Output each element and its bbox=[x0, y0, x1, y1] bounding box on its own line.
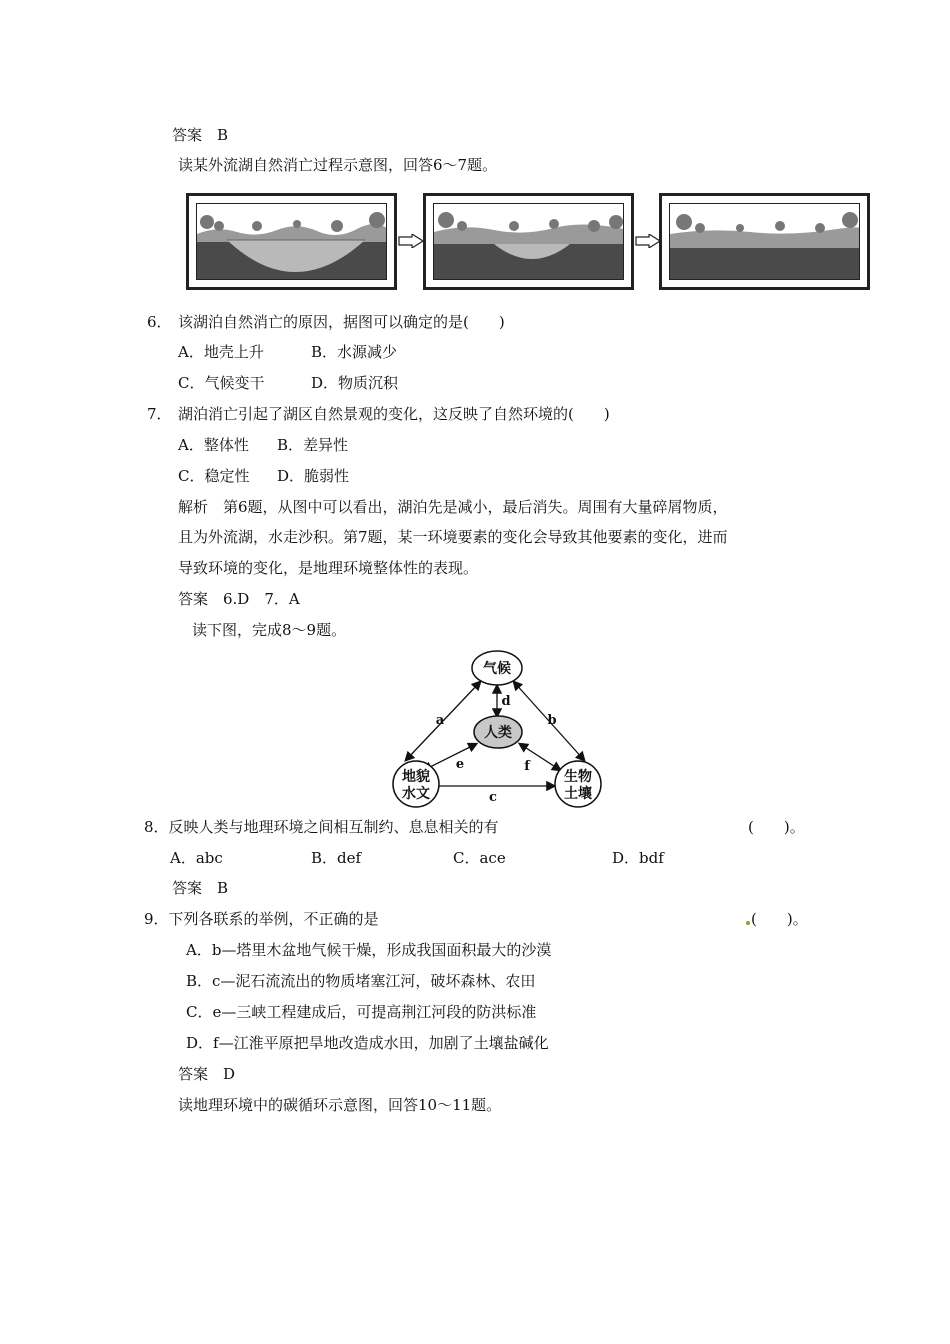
lake-panel-2 bbox=[423, 193, 634, 290]
q9-stem: 9．下列各联系的举例，不正确的是 bbox=[144, 910, 379, 928]
q6-stem: 该湖泊自然消亡的原因，据图可以确定的是( ) bbox=[178, 313, 505, 331]
q6-number: 6． bbox=[147, 313, 172, 331]
analysis-line-2: 且为外流湖，水走沙积。第7题，某一环境要素的变化会导致其他要素的变化，进而 bbox=[178, 528, 728, 546]
link-e bbox=[424, 744, 476, 770]
intro-8-9: 读下图，完成8～9题。 bbox=[192, 621, 347, 639]
node-landform-label-2: 水文 bbox=[402, 786, 430, 802]
q9-option-b[interactable]: B．c—泥石流流出的物质堵塞江河，破坏森林、农田 bbox=[186, 972, 536, 990]
q7-option-a[interactable]: A．整体性 bbox=[178, 436, 249, 454]
lake-panel-3-art bbox=[670, 204, 860, 280]
q8-option-c[interactable]: C．ace bbox=[453, 849, 506, 867]
answer-9: 答案 D bbox=[178, 1065, 236, 1083]
lake-panel-1 bbox=[186, 193, 397, 290]
stray-dot bbox=[746, 921, 750, 925]
q9-option-c[interactable]: C．e—三峡工程建成后，可提高荆江河段的防洪标准 bbox=[186, 1003, 537, 1021]
node-human-label: 人类 bbox=[484, 725, 512, 741]
lake-panel-2-art bbox=[434, 204, 624, 280]
lake-panel-3 bbox=[659, 193, 870, 290]
q7-number: 7． bbox=[147, 405, 172, 423]
q7-option-c[interactable]: C．稳定性 bbox=[178, 467, 250, 485]
q9-answer-paren: ( )。 bbox=[751, 910, 808, 928]
q7-option-b[interactable]: B．差异性 bbox=[277, 436, 349, 454]
q8-answer-paren: ( )。 bbox=[748, 818, 805, 836]
q8-option-a[interactable]: A．abc bbox=[170, 849, 223, 867]
node-climate-label: 气候 bbox=[483, 661, 511, 677]
q6-option-b[interactable]: B．水源减少 bbox=[311, 343, 398, 361]
q6-option-c[interactable]: C．气候变干 bbox=[178, 374, 265, 392]
analysis-line-3: 导致环境的变化，是地理环境整体性的表现。 bbox=[178, 559, 479, 577]
label-f: f bbox=[524, 759, 530, 774]
node-landform-label-1: 地貌 bbox=[402, 769, 430, 785]
environment-diagram bbox=[372, 648, 632, 808]
q8-option-b[interactable]: B．def bbox=[311, 849, 362, 867]
q6-option-d[interactable]: D．物质沉积 bbox=[311, 374, 399, 392]
intro-6-7: 读某外流湖自然消亡过程示意图，回答6～7题。 bbox=[178, 156, 498, 174]
label-e: e bbox=[455, 757, 465, 772]
label-d: d bbox=[501, 694, 511, 709]
answer-prev: 答案 B bbox=[172, 126, 229, 144]
answer-6-7: 答案 6.D 7．A bbox=[178, 590, 300, 608]
label-b: b bbox=[547, 713, 557, 728]
q9-option-a[interactable]: A．b—塔里木盆地气候干燥，形成我国面积最大的沙漠 bbox=[186, 941, 552, 959]
lake-panel-1-art bbox=[197, 204, 387, 280]
node-bio-label-2: 土壤 bbox=[564, 786, 592, 802]
label-a: a bbox=[435, 713, 445, 728]
q7-stem: 湖泊消亡引起了湖区自然景观的变化，这反映了自然环境的( ) bbox=[178, 405, 610, 423]
lake-figure bbox=[186, 193, 870, 293]
analysis-line-1: 解析 第6题，从图中可以看出，湖泊先是减小，最后消失。周围有大量碎屑物质， bbox=[178, 498, 728, 516]
answer-8: 答案 B bbox=[172, 879, 229, 897]
intro-10-11: 读地理环境中的碳循环示意图，回答10～11题。 bbox=[178, 1096, 502, 1114]
arrow-right-icon-2 bbox=[635, 234, 661, 248]
q6-option-a[interactable]: A．地壳上升 bbox=[178, 343, 264, 361]
arrow-right-icon-1 bbox=[398, 234, 424, 248]
q7-option-d[interactable]: D．脆弱性 bbox=[277, 467, 350, 485]
q8-stem: 8．反映人类与地理环境之间相互制约、息息相关的有 bbox=[144, 818, 499, 836]
q8-option-d[interactable]: D．bdf bbox=[612, 849, 664, 867]
node-bio-label-1: 生物 bbox=[564, 769, 592, 785]
label-c: c bbox=[489, 790, 497, 805]
q9-option-d[interactable]: D．f—江淮平原把旱地改造成水田，加剧了土壤盐碱化 bbox=[186, 1034, 549, 1052]
